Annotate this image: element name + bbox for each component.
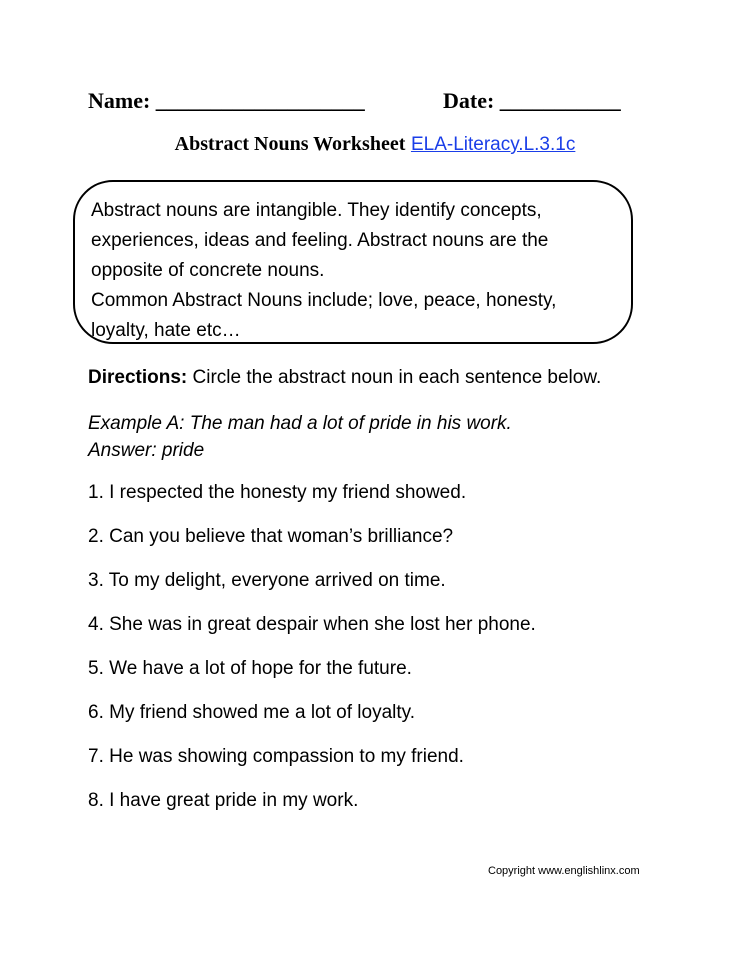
copyright-notice: Copyright www.englishlinx.com [488, 865, 640, 877]
question-item: 8. I have great pride in my work. [88, 790, 359, 811]
page-title: Abstract Nouns Worksheet [174, 133, 406, 155]
name-field-label: Name: ___________________ [88, 88, 365, 113]
directions [88, 367, 601, 389]
definition-box [73, 180, 633, 344]
definition-text [91, 196, 621, 344]
question-item: 3. To my delight, everyone arrived on time. [88, 570, 446, 591]
directions-label: Directions: [88, 367, 188, 388]
question-item: 1. I respected the honesty my friend showed. [88, 482, 467, 503]
definition-line: Common Abstract Nouns include; love, peace, honesty, [91, 290, 557, 311]
question-item: 2. Can you believe that woman’s brilliance? [88, 526, 454, 547]
directions-text: Circle the abstract noun in each sentence below. [192, 367, 602, 388]
definition-line: loyalty, hate etc… [91, 320, 241, 341]
example-sentence: Example A: The man had a lot of pride in his work. [88, 413, 512, 434]
definition-line: opposite of concrete nouns. [91, 260, 325, 281]
question-item: 4. She was in great despair when she lost her phone. [88, 614, 536, 635]
question-item: 5. We have a lot of hope for the future. [88, 658, 412, 679]
question-item: 7. He was showing compassion to my friend. [88, 746, 464, 767]
question-item: 6. My friend showed me a lot of loyalty. [88, 702, 416, 723]
definition-line: experiences, ideas and feeling. Abstract nouns are the [91, 230, 549, 251]
header-row [88, 88, 628, 118]
example-block [88, 410, 512, 464]
definition-line: Abstract nouns are intangible. They identify concepts, [91, 200, 542, 221]
question-list [88, 482, 536, 834]
date-field-label: Date: ___________ [443, 88, 621, 113]
example-answer: Answer: pride [88, 440, 205, 461]
worksheet-title [0, 133, 750, 156]
standard-link[interactable]: ELA-Literacy.L.3.1c [410, 134, 576, 155]
